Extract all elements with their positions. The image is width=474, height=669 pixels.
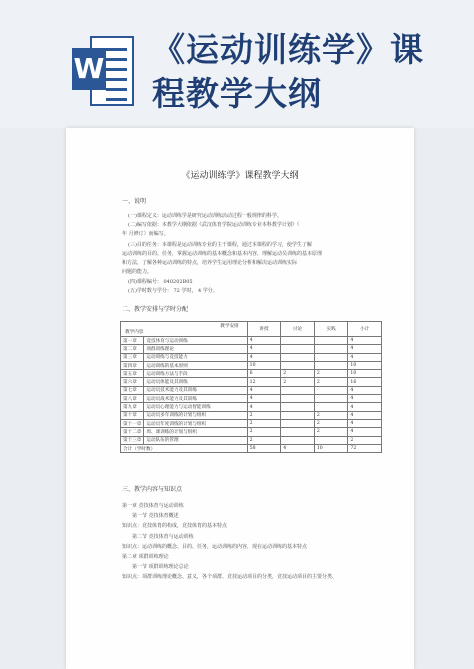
hours-cell: 4 [247, 395, 281, 403]
header-left-label: 教学内容 [125, 330, 144, 335]
table-row [121, 361, 382, 369]
hours-cell: 16 [348, 378, 382, 386]
hours-cell: 2 [281, 370, 315, 378]
hours-cell: 4 [348, 353, 382, 361]
hours-cell: 4 [247, 337, 281, 345]
hours-cell: 4 [247, 386, 281, 394]
chapter-title-cell: 运动员体能及其训练 [144, 378, 247, 386]
chapter-number-cell: 第九章 [121, 403, 144, 411]
hours-cell [281, 395, 315, 403]
table-row [121, 403, 382, 411]
chapter-number-cell: 第七章 [121, 386, 144, 394]
hours-cell: 10 [348, 361, 382, 369]
hours-cell [314, 386, 348, 394]
hours-cell: 4 [348, 403, 382, 411]
chapter-number-cell: 第二章 [121, 345, 144, 353]
banner-title: 《运动训练学》课程教学大纲 [152, 30, 424, 113]
chapter-number-cell: 第一章 [121, 337, 144, 345]
hours-cell: 4 [348, 395, 382, 403]
hours-cell [281, 361, 315, 369]
text-line: (三)目的任务：本课程是运动训练专业的主干课程，通过本课程的学习，使学生了解 [128, 242, 312, 248]
total-cell: 4 [281, 444, 315, 452]
hours-cell: 4 [348, 411, 382, 419]
section-line: 第一节 项群训练理论总论 [132, 564, 189, 570]
hours-cell: 4 [247, 345, 281, 353]
chapter-number-cell: 第十一章 [121, 419, 144, 427]
table-row [121, 337, 382, 345]
table-row [121, 411, 382, 419]
hours-cell: 4 [348, 337, 382, 345]
chapter-line: 第二章 项群训练理论 [122, 554, 169, 560]
total-cell: 10 [314, 444, 348, 452]
hours-cell [314, 436, 348, 444]
chapter-number-cell: 第六章 [121, 378, 144, 386]
table-row [121, 436, 382, 444]
hours-cell [314, 361, 348, 369]
table-total-row [121, 444, 382, 452]
hours-cell: 10 [348, 370, 382, 378]
header-top-label: 教学安排 [220, 324, 239, 329]
schedule-table [120, 321, 382, 453]
word-letter: W [72, 48, 106, 90]
chapter-title-cell: 运动员技术能力及其训练 [144, 386, 247, 394]
table-row [121, 370, 382, 378]
hours-cell [314, 337, 348, 345]
hours-cell: 4 [247, 403, 281, 411]
document-page [66, 128, 414, 669]
chapter-title-cell: 运动训练与竞技能力 [144, 353, 247, 361]
hours-cell: 2 [314, 370, 348, 378]
hours-cell: 4 [348, 428, 382, 436]
section-heading-1: 一、说明 [122, 198, 147, 205]
banner [0, 0, 474, 128]
text-line: 年 月修订）而编写。 [122, 231, 169, 237]
hours-cell: 10 [247, 361, 281, 369]
hours-cell [314, 403, 348, 411]
text-line: (二)编写依据：本教学大纲依据《武汉体育学院运动训练专业本科教学计划》（ [128, 222, 300, 228]
chapter-number-cell: 第四章 [121, 361, 144, 369]
chapter-title-cell: 运动员多年训练的计划与组织 [144, 411, 247, 419]
chapter-title-cell: 运动训练的基本原则 [144, 361, 247, 369]
hours-cell: 2 [281, 378, 315, 386]
hours-cell [281, 337, 315, 345]
table-row [121, 428, 382, 436]
text-line: 问题的能力。 [122, 269, 153, 275]
chapter-title-cell: 运动队伍的管理 [144, 436, 247, 444]
hours-cell: 2 [314, 378, 348, 386]
section-line: 第二节 竞技体育与运动训练 [132, 534, 194, 540]
hours-cell [281, 419, 315, 427]
hours-cell [314, 353, 348, 361]
knowledge-line: 知识点：运动训练的概念、目的、任务，运动训练的内容，现在运动训练的基本特点 [122, 544, 308, 550]
total-cell: 72 [348, 444, 382, 452]
knowledge-line: 知识点：竞技体育的构成，竞技体育的基本特点 [122, 523, 228, 529]
hours-cell: 4 [348, 386, 382, 394]
hours-cell: 12 [247, 378, 281, 386]
chapter-number-cell: 第十三章 [121, 436, 144, 444]
table-row [121, 386, 382, 394]
section-line: 第一节 竞技体育概述 [132, 513, 179, 519]
text-line: (四)课程编号： 040202B05 [128, 279, 193, 285]
chapter-number-cell: 第五章 [121, 370, 144, 378]
section-heading-3: 三、教学内容与知识点 [122, 486, 183, 493]
column-header: 小计 [348, 322, 382, 337]
hours-cell [314, 395, 348, 403]
chapter-title-cell: 运动训练方法与手段 [144, 370, 247, 378]
chapter-number-cell: 第十章 [121, 411, 144, 419]
hours-cell [281, 403, 315, 411]
chapter-title-cell: 运动员心理能力与运动智能训练 [144, 403, 247, 411]
chapter-number-cell: 第八章 [121, 395, 144, 403]
table-row [121, 395, 382, 403]
hours-cell [281, 411, 315, 419]
hours-cell: 2 [247, 428, 281, 436]
hours-cell [281, 345, 315, 353]
hours-cell: 6 [247, 370, 281, 378]
section-heading-2: 二、教学安排与学时分配 [122, 306, 189, 313]
knowledge-line: 知识点：项群训练理论概念、意义，各个项群、竞技运动项目的分类，竞技运动项目的主要分类、 [122, 574, 338, 580]
chapter-number-cell: 第十二章 [121, 428, 144, 436]
chapter-title-cell: 竞技体育与运动训练 [144, 337, 247, 345]
column-header: 实践 [314, 322, 348, 337]
text-line: 运动训练的目的、任务，掌握运动训练的基本概念和基本内容，理解运动员训练的基本原理 [122, 251, 323, 257]
hours-cell: 2 [348, 436, 382, 444]
text-line: (五)学时数与学分： 72 学时， 4 学分。 [128, 288, 218, 294]
chapter-line: 第一章 竞技体育与运动训练 [122, 503, 184, 509]
total-cell: 58 [247, 444, 281, 452]
table-body [121, 337, 382, 445]
column-header: 讲授 [247, 322, 281, 337]
hours-cell [281, 428, 315, 436]
table-row [121, 419, 382, 427]
hours-cell [314, 345, 348, 353]
word-icon [72, 36, 134, 106]
text-line: (一)课程定义：运动训练学是研究运动训练活动过程一般规律的科学。 [128, 213, 282, 219]
column-header: 讨论 [281, 322, 315, 337]
table-header-diagonal [121, 322, 248, 337]
text-line: 和方法，了解各种运动训练的特点，培养学生运用理论分析和解决运动训练实际 [122, 260, 298, 266]
hours-cell: 2 [314, 428, 348, 436]
hours-cell [281, 353, 315, 361]
hours-cell [281, 436, 315, 444]
table-row [121, 353, 382, 361]
chapter-title-cell: 运动员战术能力及其训练 [144, 395, 247, 403]
chapter-title-cell: 运动员年度训练的计划与组织 [144, 419, 247, 427]
table-header-row [121, 322, 382, 337]
hours-cell [281, 386, 315, 394]
hours-cell: 4 [348, 345, 382, 353]
hours-cell: 2 [247, 436, 281, 444]
document-title: 《运动训练学》课程教学大纲 [181, 171, 299, 181]
chapter-title-cell: 项群训练理论 [144, 345, 247, 353]
table-row [121, 345, 382, 353]
total-label: 合计（学时数） [121, 444, 248, 452]
hours-cell: 2 [314, 411, 348, 419]
hours-cell: 2 [314, 419, 348, 427]
hours-cell: 2 [247, 411, 281, 419]
hours-cell: 2 [247, 419, 281, 427]
hours-cell: 4 [247, 353, 281, 361]
table-row [121, 378, 382, 386]
chapter-number-cell: 第三章 [121, 353, 144, 361]
chapter-title-cell: 周、课训练的计划与组织 [144, 428, 247, 436]
hours-cell: 4 [348, 419, 382, 427]
